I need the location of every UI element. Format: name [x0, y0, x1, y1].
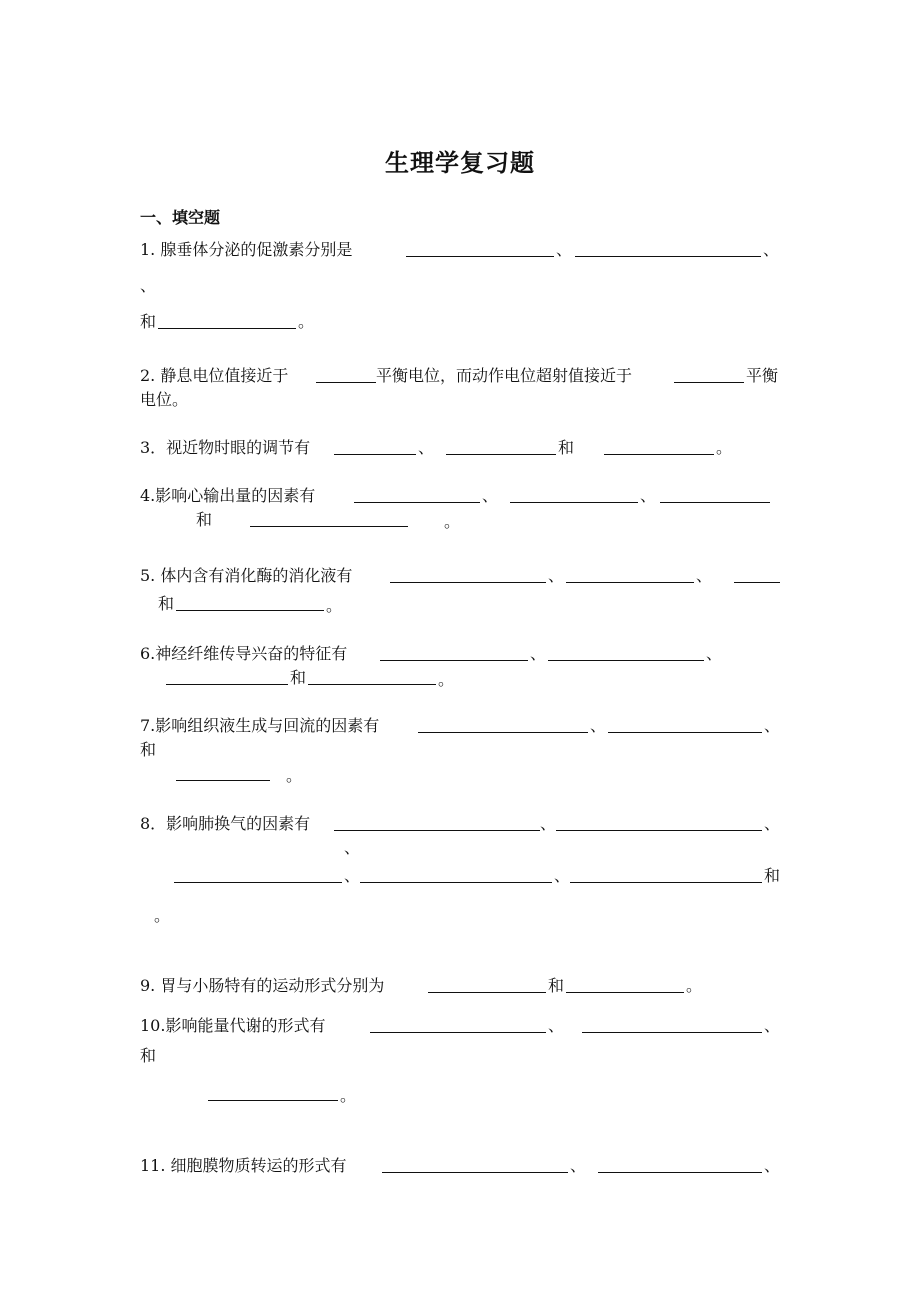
- separator: 、: [540, 814, 557, 833]
- conjunction: 和: [764, 866, 781, 885]
- separator: 、: [764, 814, 781, 833]
- answer-blank[interactable]: [380, 660, 528, 661]
- answer-blank[interactable]: [334, 830, 540, 831]
- separator: 、: [548, 1016, 565, 1035]
- conjunction: 和: [140, 312, 157, 331]
- separator: 、: [570, 1156, 587, 1175]
- answer-blank[interactable]: [308, 684, 436, 685]
- question-text: 11. 细胞膜物质转运的形式有: [140, 1156, 347, 1175]
- period: 。: [686, 976, 703, 995]
- answer-blank[interactable]: [446, 454, 556, 455]
- question-text: 10.影响能量代谢的形式有: [140, 1016, 326, 1035]
- period: 。: [444, 512, 461, 531]
- answer-blank[interactable]: [548, 660, 704, 661]
- question-text: 电位。: [140, 390, 189, 409]
- question-text: 1. 腺垂体分泌的促激素分别是: [140, 240, 353, 259]
- period: 。: [438, 670, 455, 689]
- period: 。: [154, 906, 171, 925]
- period: 。: [340, 1086, 357, 1105]
- separator: 、: [640, 486, 657, 505]
- answer-blank[interactable]: [382, 1172, 568, 1173]
- question-text: 9. 胃与小肠特有的运动形式分别为: [140, 976, 385, 995]
- separator: 、: [706, 644, 723, 663]
- question-text: 8．影响肺换气的因素有: [140, 814, 311, 833]
- answer-blank[interactable]: [582, 1032, 762, 1033]
- period: 。: [716, 438, 733, 457]
- question-text: 6.神经纤维传导兴奋的特征有: [140, 644, 348, 663]
- separator: 、: [140, 276, 157, 295]
- answer-blank[interactable]: [566, 582, 694, 583]
- answer-blank[interactable]: [174, 882, 342, 883]
- answer-blank[interactable]: [334, 454, 416, 455]
- separator: 、: [418, 438, 435, 457]
- conjunction: 和: [558, 438, 575, 457]
- separator: 、: [764, 1156, 781, 1175]
- question-text: 5. 体内含有消化酶的消化液有: [140, 566, 353, 585]
- question-text: 平衡电位，而动作电位超射值接近于: [376, 366, 633, 385]
- answer-blank[interactable]: [604, 454, 714, 455]
- separator: 、: [556, 240, 573, 259]
- separator: 、: [763, 240, 780, 259]
- separator: 、: [344, 838, 361, 857]
- answer-blank[interactable]: [570, 882, 762, 883]
- document-title: 生理学复习题: [385, 149, 535, 177]
- conjunction: 和: [548, 976, 565, 995]
- answer-blank[interactable]: [608, 732, 762, 733]
- answer-blank[interactable]: [566, 992, 684, 993]
- answer-blank[interactable]: [176, 780, 270, 781]
- answer-blank[interactable]: [418, 732, 588, 733]
- separator: 、: [344, 866, 361, 885]
- answer-blank[interactable]: [575, 256, 761, 257]
- conjunction: 和: [196, 510, 213, 529]
- separator: 、: [548, 566, 565, 585]
- answer-blank[interactable]: [370, 1032, 546, 1033]
- answer-blank[interactable]: [598, 1172, 762, 1173]
- answer-blank[interactable]: [674, 382, 744, 383]
- question-text: 平衡: [746, 366, 779, 385]
- question-text: 4.影响心输出量的因素有: [140, 486, 316, 505]
- period: 。: [326, 596, 343, 615]
- period: 。: [286, 766, 303, 785]
- separator: 、: [764, 716, 781, 735]
- answer-blank[interactable]: [390, 582, 546, 583]
- section-heading: 一、填空题: [140, 208, 221, 227]
- separator: 、: [590, 716, 607, 735]
- answer-blank[interactable]: [510, 502, 638, 503]
- answer-blank[interactable]: [316, 382, 376, 383]
- question-text: 2. 静息电位值接近于: [140, 366, 289, 385]
- answer-blank[interactable]: [406, 256, 554, 257]
- separator: 、: [764, 1016, 781, 1035]
- answer-blank[interactable]: [166, 684, 288, 685]
- answer-blank[interactable]: [208, 1100, 338, 1101]
- separator: 、: [482, 486, 499, 505]
- conjunction: 和: [140, 740, 157, 759]
- answer-blank[interactable]: [354, 502, 480, 503]
- answer-blank[interactable]: [660, 502, 770, 503]
- period: 。: [298, 312, 315, 331]
- separator: 、: [696, 566, 713, 585]
- question-text: 7.影响组织液生成与回流的因素有: [140, 716, 380, 735]
- answer-blank[interactable]: [556, 830, 762, 831]
- separator: 、: [530, 644, 547, 663]
- conjunction: 和: [158, 594, 175, 613]
- conjunction: 和: [140, 1046, 157, 1065]
- conjunction: 和: [290, 668, 307, 687]
- question-text: 3．视近物时眼的调节有: [140, 438, 311, 457]
- answer-blank[interactable]: [360, 882, 552, 883]
- answer-blank[interactable]: [428, 992, 546, 993]
- separator: 、: [554, 866, 571, 885]
- answer-blank[interactable]: [176, 610, 324, 611]
- answer-blank[interactable]: [734, 582, 780, 583]
- answer-blank[interactable]: [250, 526, 408, 527]
- answer-blank[interactable]: [158, 328, 296, 329]
